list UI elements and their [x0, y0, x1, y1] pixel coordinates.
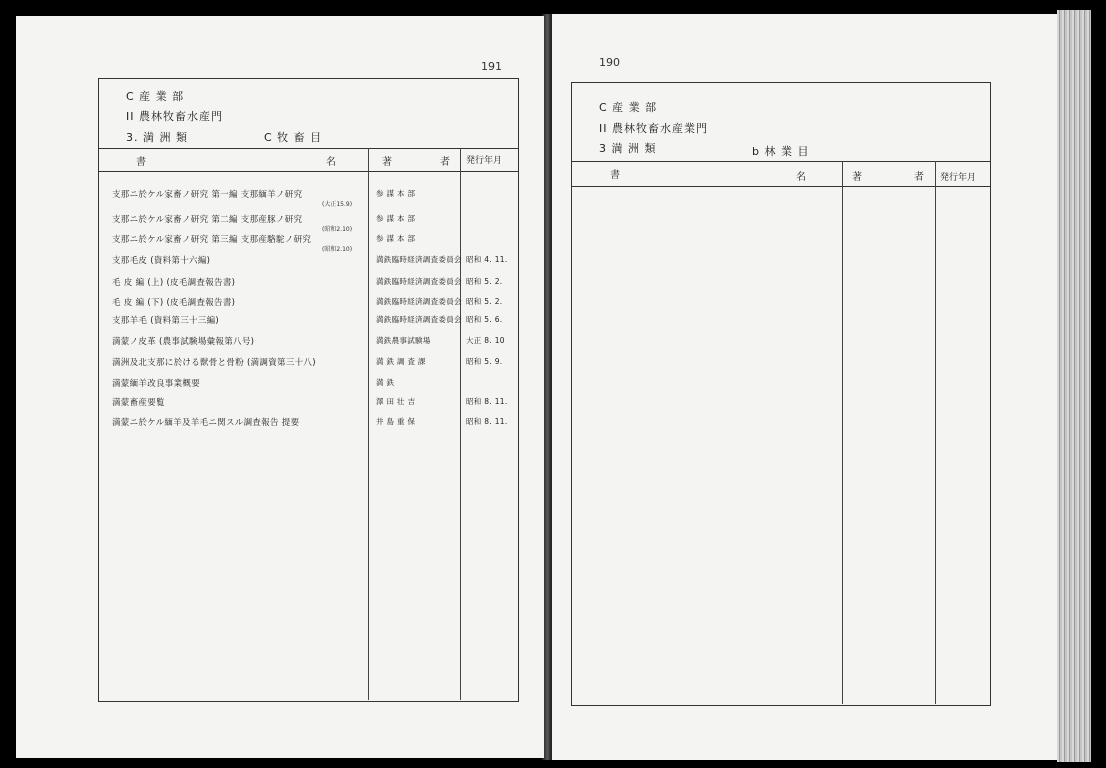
row-date: 昭和 5. 6. — [466, 315, 503, 324]
row-date: 昭和 4. 11. — [466, 255, 508, 264]
row-author: 満 鉄 — [376, 378, 395, 387]
row-date: 大正 8. 10 — [466, 336, 505, 345]
table-frame — [571, 82, 991, 706]
row-author: 満鉄臨時経済調査委員会 — [376, 315, 462, 324]
row-author: 参 謀 本 部 — [376, 234, 416, 243]
row-author: 満鉄農事試験場 — [376, 336, 431, 345]
row-title: 毛 皮 編 (下) (皮毛調査報告書) — [112, 298, 236, 308]
header-rule — [98, 148, 518, 149]
col-date: 発行年月 — [466, 156, 503, 166]
row-date: 昭和 5. 2. — [466, 297, 503, 306]
column-rule — [98, 171, 518, 172]
section-heading: C 産 業 部 — [126, 90, 185, 103]
row-title: 支那羊毛 (資料第三十三編) — [112, 316, 220, 326]
column-divider — [935, 161, 936, 704]
col-title-2: 名 — [326, 157, 336, 168]
left-page — [16, 16, 544, 758]
row-title: 支那ニ於ケル家畜ノ研究 第三編 支那産駱駝ノ研究 — [112, 235, 312, 245]
page-number: 191 — [481, 60, 502, 73]
column-rule — [571, 186, 990, 187]
row-author: 満鉄臨時経済調査委員会 — [376, 297, 462, 306]
row-date: 昭和 5. 2. — [466, 277, 503, 286]
right-page — [552, 14, 1057, 760]
row-author: 参 謀 本 部 — [376, 214, 416, 223]
row-author: 満鉄臨時経済調査委員会 — [376, 277, 462, 286]
col-title: 書 — [136, 157, 146, 168]
row-author: 満鉄臨時経済調査委員会 — [376, 255, 462, 264]
column-divider — [368, 148, 369, 700]
col-title: 書 — [610, 170, 620, 181]
row-date: 昭和 8. 11. — [466, 397, 508, 406]
column-divider — [460, 148, 461, 700]
row-author: 参 謀 本 部 — [376, 189, 416, 198]
col-author-2: 者 — [440, 157, 450, 168]
row-author: 澤 田 壮 吉 — [376, 397, 416, 406]
row-date: 昭和 8. 11. — [466, 417, 508, 426]
col-author: 著 — [852, 172, 862, 183]
column-divider — [842, 161, 843, 704]
row-title: 満蒙ノ皮革 (農事試験場彙報第八号) — [112, 337, 255, 347]
row-author: 満 鉄 調 査 課 — [376, 357, 426, 366]
category-heading: b 林 業 目 — [752, 145, 810, 158]
col-author-2: 者 — [914, 172, 924, 183]
class-heading: 3. 満 洲 類 — [126, 131, 188, 144]
page-number: 190 — [599, 56, 620, 69]
row-author: 井 島 重 保 — [376, 417, 416, 426]
row-title: 毛 皮 編 (上) (皮毛調査報告書) — [112, 278, 236, 288]
row-note: (昭和2.10) — [322, 226, 353, 233]
row-title: 支那ニ於ケル家畜ノ研究 第一編 支那緬羊ノ研究 — [112, 190, 303, 200]
category-heading: C 牧 畜 目 — [264, 131, 323, 144]
section-heading: C 産 業 部 — [599, 101, 658, 114]
row-title: 支那ニ於ケル家畜ノ研究 第二編 支那産豚ノ研究 — [112, 215, 303, 225]
row-title: 満蒙緬羊改良事業概要 — [112, 379, 201, 389]
row-title: 満蒙ニ於ケル緬羊及羊毛ニ関スル調査報告 提要 — [112, 418, 300, 428]
class-heading: 3 満 洲 類 — [599, 142, 657, 155]
row-note: (大正15.9) — [322, 201, 353, 208]
col-date: 発行年月 — [940, 173, 977, 183]
col-author: 著 — [382, 157, 392, 168]
col-title-2: 名 — [796, 172, 806, 183]
row-title: 満蒙畜産要覧 — [112, 398, 165, 408]
row-date: 昭和 5. 9. — [466, 357, 503, 366]
division-heading: II 農林牧畜水産業門 — [599, 122, 708, 135]
row-note: (昭和2.10) — [322, 246, 353, 253]
header-rule — [571, 161, 990, 162]
row-title: 満洲及北支那に於ける獣骨と骨粉 (満調資第三十八) — [112, 358, 316, 368]
page-edges — [1057, 10, 1091, 762]
row-title: 支那毛皮 (資料第十六編) — [112, 256, 211, 266]
division-heading: II 農林牧畜水産門 — [126, 110, 223, 123]
